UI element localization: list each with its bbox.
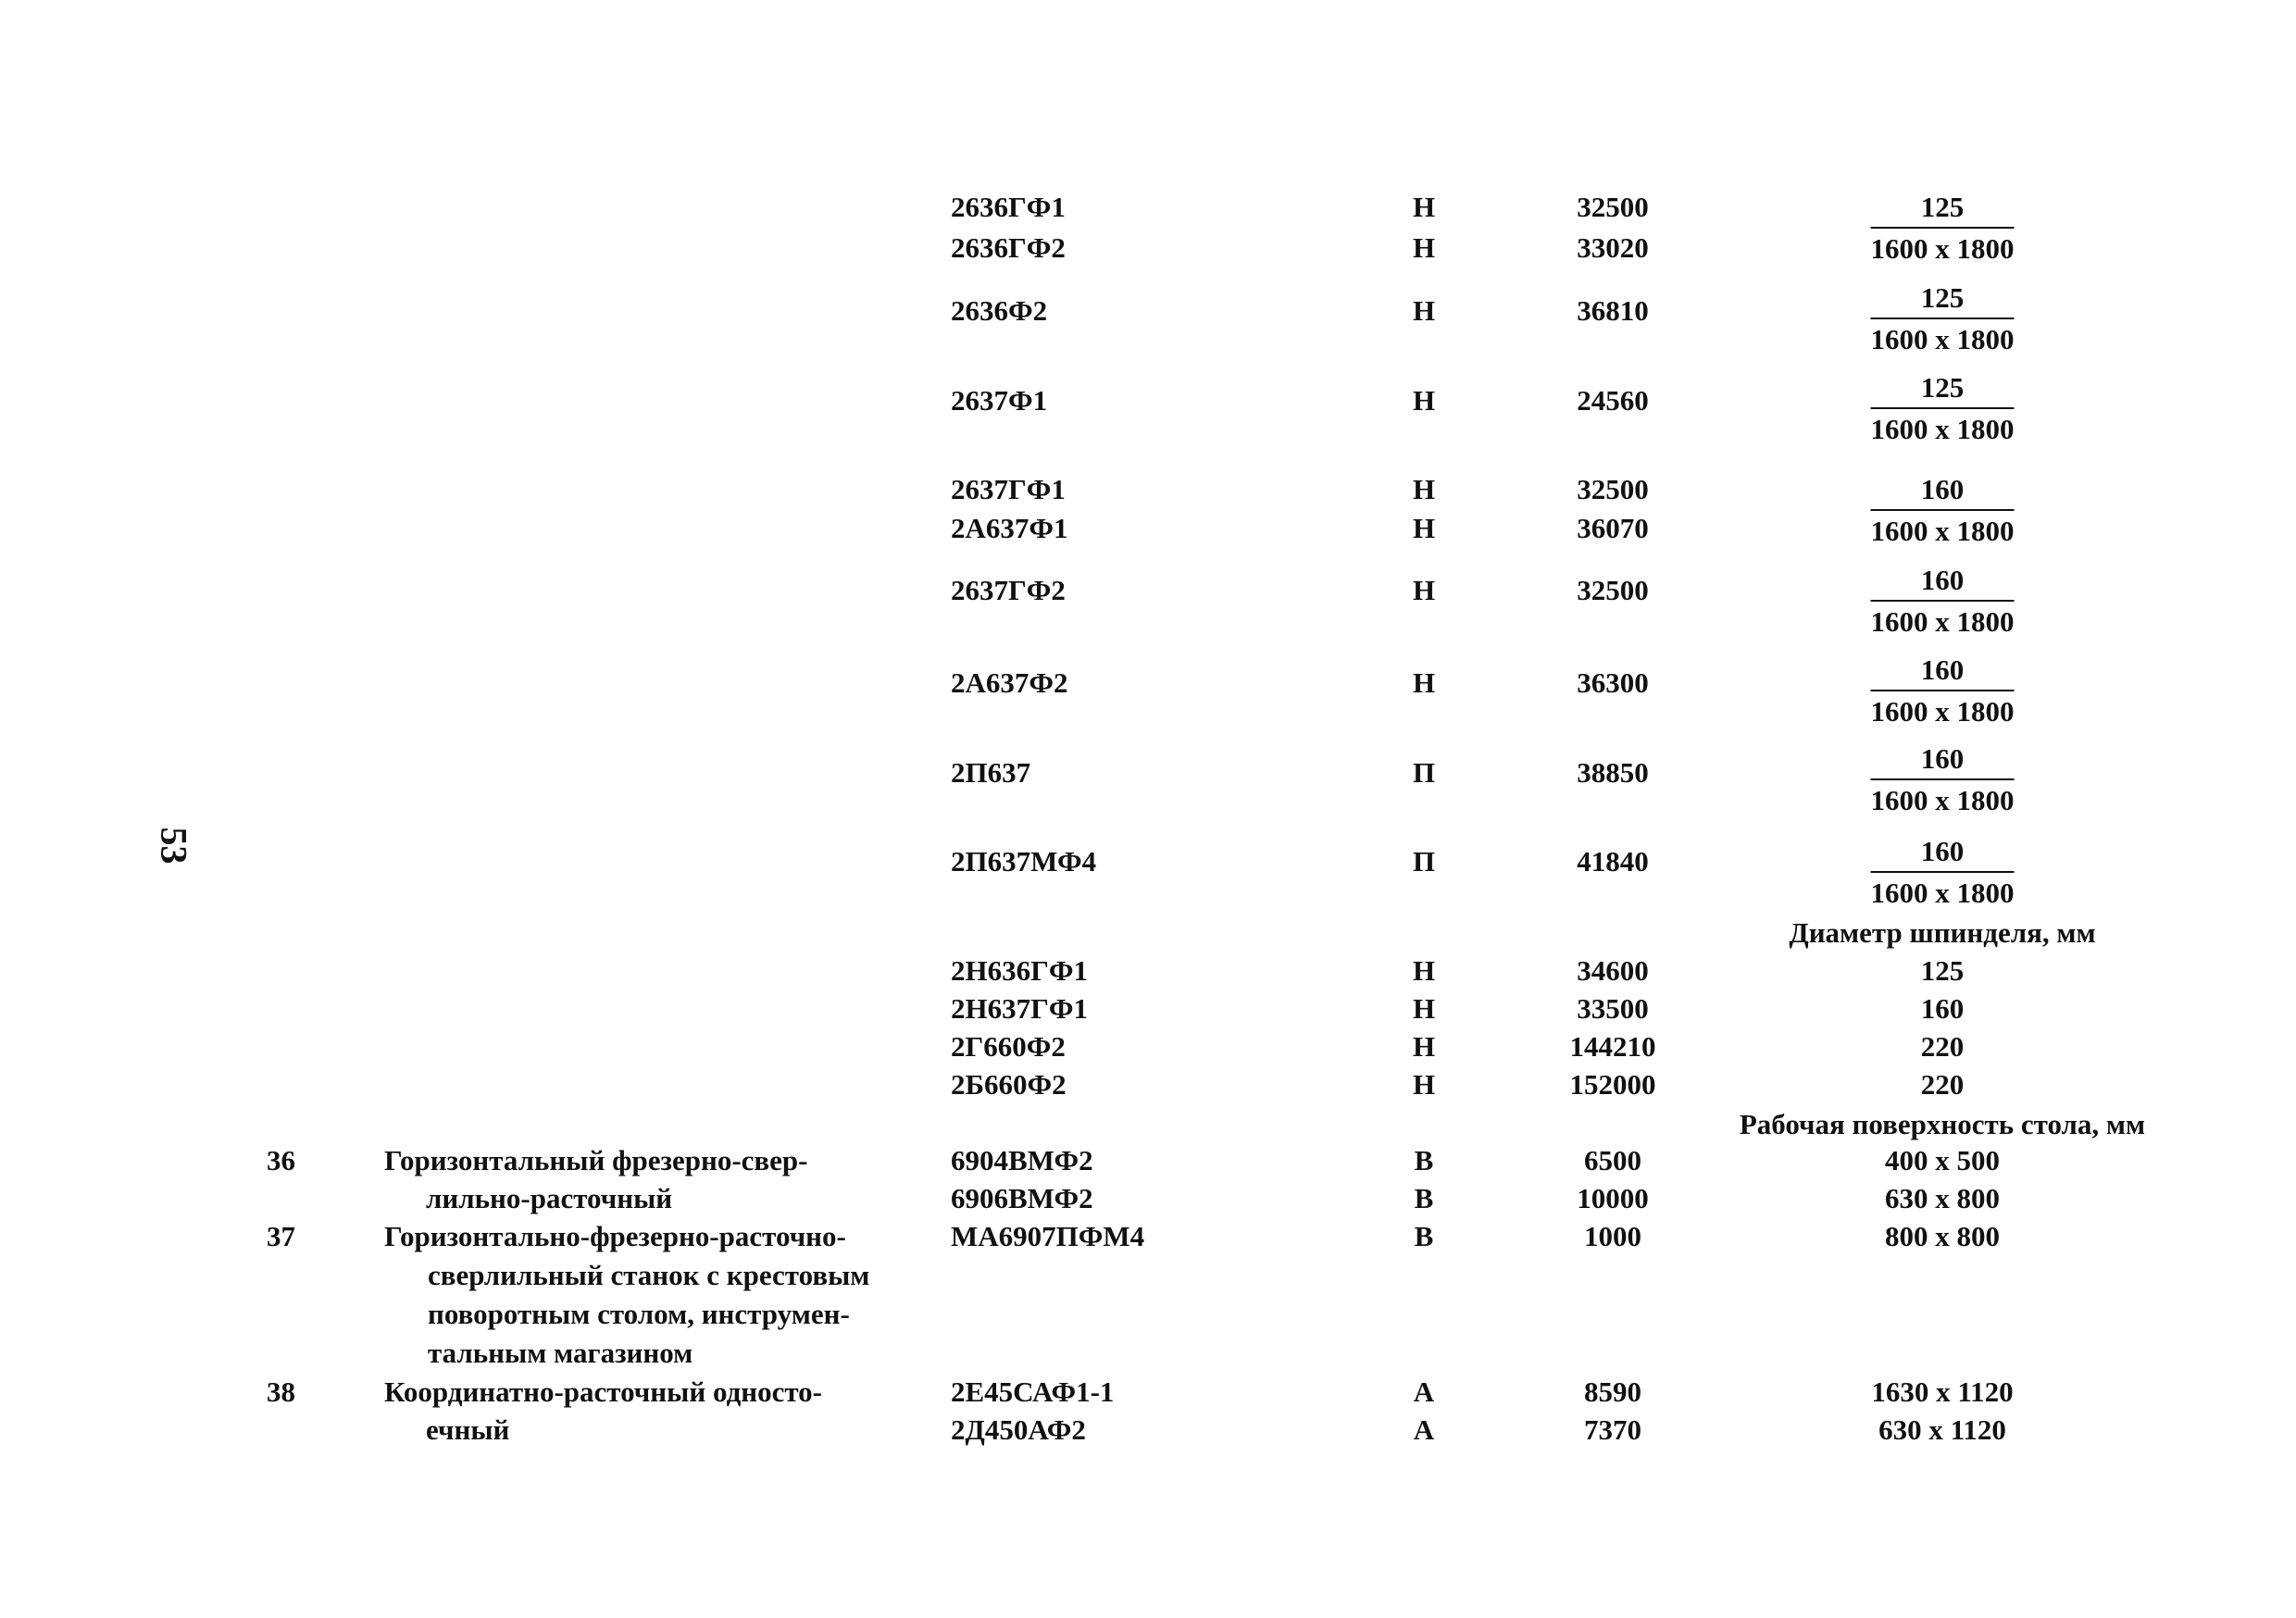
item-number: 37 (267, 1220, 295, 1252)
model-cell: 2Н636ГФ1 (951, 954, 1088, 987)
fraction-cell (1871, 564, 2015, 639)
category-cell: Н (1412, 473, 1436, 505)
item-description-line: Координатно-расточный односто- (384, 1375, 823, 1408)
price-cell: 152000 (1569, 1068, 1656, 1101)
item-description-line: лильно-расточный (426, 1182, 673, 1214)
param-cell: 630 x 800 (1885, 1182, 2000, 1214)
price-cell: 32500 (1577, 473, 1649, 505)
category-cell: А (1413, 1413, 1435, 1446)
param-cell: 125 (1920, 954, 1965, 987)
model-cell: 2Г660Ф2 (951, 1030, 1066, 1063)
item-number: 38 (267, 1375, 295, 1408)
category-cell: Н (1412, 992, 1436, 1025)
category-cell: П (1412, 756, 1436, 789)
param-cell: 220 (1920, 1030, 1965, 1063)
item-description-line: тальным магазином (428, 1337, 693, 1369)
price-cell: 36810 (1577, 294, 1649, 327)
category-cell: Н (1412, 294, 1436, 327)
fraction-cell (1871, 281, 2015, 356)
model-cell: 2Д450АФ2 (951, 1413, 1086, 1446)
fraction-numerator: 160 (1871, 742, 2015, 780)
category-cell: П (1412, 845, 1436, 877)
param-cell: 1630 x 1120 (1871, 1375, 2014, 1408)
fraction-denominator: 1600 x 1800 (1870, 413, 2015, 445)
category-cell: Н (1412, 191, 1436, 223)
fraction-denominator: 1600 x 1800 (1870, 695, 2015, 728)
item-description-line: Горизонтально-фрезерно-расточно- (384, 1220, 846, 1252)
price-cell: 144210 (1569, 1030, 1656, 1063)
fraction-numerator: 125 (1871, 281, 2015, 319)
fraction-denominator: 1600 x 1800 (1870, 232, 2015, 265)
model-cell: 2636Ф2 (951, 294, 1048, 327)
fraction-denominator: 1600 x 1800 (1870, 605, 2015, 638)
category-cell: Н (1412, 574, 1436, 606)
fraction-cell (1871, 742, 2015, 817)
price-cell: 10000 (1577, 1182, 1649, 1214)
price-cell: 7370 (1584, 1413, 1641, 1446)
category-cell: Н (1412, 231, 1436, 264)
model-cell: 2636ГФ2 (951, 231, 1066, 264)
category-cell: Н (1412, 666, 1436, 699)
item-description-line: поворотным столом, инструмен- (428, 1298, 850, 1330)
item-description-line: ечный (426, 1413, 510, 1446)
param-cell: 160 (1920, 992, 1965, 1025)
model-cell: 2Е45САФ1-1 (951, 1375, 1115, 1408)
fraction-numerator: 160 (1871, 653, 2015, 691)
model-cell: 2А637Ф1 (951, 512, 1068, 544)
model-cell: 6904ВМФ2 (951, 1144, 1093, 1176)
model-cell: 2637Ф1 (951, 384, 1048, 417)
price-cell: 36070 (1577, 512, 1649, 544)
param-cell: 630 x 1120 (1878, 1413, 2006, 1446)
fraction-cell (1871, 835, 2015, 910)
fraction-denominator: 1600 x 1800 (1870, 877, 2015, 909)
model-cell: 6906ВМФ2 (951, 1182, 1093, 1214)
model-cell: 2636ГФ1 (951, 191, 1066, 223)
fraction-numerator: 125 (1871, 191, 2015, 229)
category-cell: Н (1412, 1068, 1436, 1101)
model-cell: 2Н637ГФ1 (951, 992, 1088, 1025)
table-surface-header: Рабочая поверхность стола, мм (1739, 1108, 2146, 1140)
fraction-cell (1871, 473, 2015, 548)
item-description-line: Горизонтальный фрезерно-свер- (384, 1144, 808, 1176)
category-cell: Н (1412, 384, 1436, 417)
fraction-numerator: 125 (1871, 371, 2015, 409)
category-cell: А (1413, 1375, 1435, 1408)
price-cell: 36300 (1577, 666, 1649, 699)
spindle-diameter-header: Диаметр шпинделя, мм (1789, 916, 2096, 949)
category-cell: В (1414, 1220, 1434, 1252)
price-cell: 34600 (1577, 954, 1649, 987)
price-cell: 32500 (1577, 574, 1649, 606)
fraction-denominator: 1600 x 1800 (1870, 515, 2015, 547)
fraction-denominator: 1600 x 1800 (1870, 784, 2015, 816)
fraction-denominator: 1600 x 1800 (1870, 323, 2015, 355)
price-cell: 1000 (1584, 1220, 1641, 1252)
model-cell: 2П637МФ4 (951, 845, 1097, 877)
category-cell: Н (1412, 512, 1436, 544)
param-cell: 800 x 800 (1885, 1220, 2000, 1252)
price-cell: 24560 (1577, 384, 1649, 417)
model-cell: 2П637 (951, 756, 1031, 789)
model-cell: 2637ГФ2 (951, 574, 1066, 606)
fraction-cell (1871, 191, 2015, 266)
fraction-numerator: 160 (1871, 473, 2015, 511)
price-cell: 8590 (1584, 1375, 1641, 1408)
price-cell: 38850 (1577, 756, 1649, 789)
category-cell: Н (1412, 1030, 1436, 1063)
price-cell: 41840 (1577, 845, 1649, 877)
fraction-numerator: 160 (1871, 835, 2015, 873)
param-cell: 220 (1920, 1068, 1965, 1101)
price-cell: 33500 (1577, 992, 1649, 1025)
price-cell: 33020 (1577, 231, 1649, 264)
model-cell: 2Б660Ф2 (951, 1068, 1067, 1101)
model-cell: МА6907ПФМ4 (951, 1220, 1145, 1252)
item-description-line: сверлильный станок с крестовым (428, 1259, 870, 1291)
price-cell: 6500 (1584, 1144, 1641, 1176)
category-cell: Н (1412, 954, 1436, 987)
fraction-numerator: 160 (1871, 564, 2015, 602)
category-cell: В (1414, 1182, 1434, 1214)
fraction-cell (1871, 653, 2015, 728)
model-cell: 2637ГФ1 (951, 473, 1066, 505)
param-cell: 400 x 500 (1885, 1144, 2000, 1176)
item-number: 36 (267, 1144, 295, 1176)
page-number: 53 (153, 827, 195, 865)
price-cell: 32500 (1577, 191, 1649, 223)
category-cell: В (1414, 1144, 1434, 1176)
model-cell: 2А637Ф2 (951, 666, 1068, 699)
fraction-cell (1871, 371, 2015, 446)
